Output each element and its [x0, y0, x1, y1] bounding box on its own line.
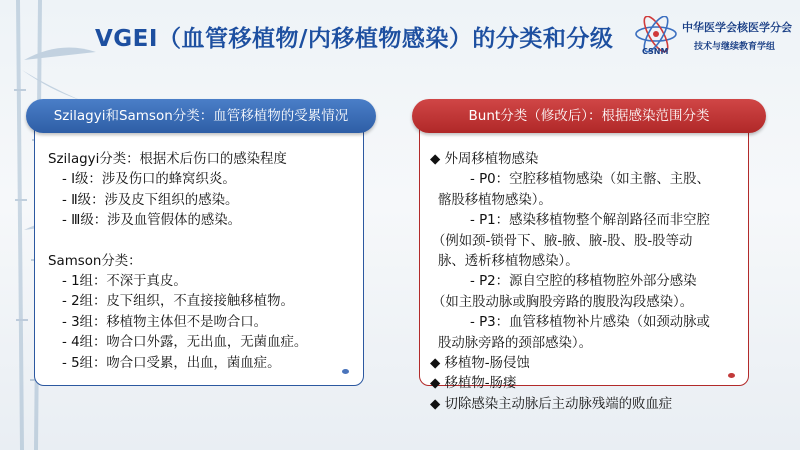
- page-title: VGEI（血管移植物/内移植物感染）的分类和分级: [95, 26, 614, 52]
- logo-org-subname: 技术与继续教育学组: [694, 42, 776, 52]
- bunt-line: ◆ 移植物-肠侵蚀: [430, 356, 530, 372]
- szilagyi-item: - Ⅱ级：涉及皮下组织的感染。: [62, 192, 239, 208]
- bunt-line: ◆ 外周移植物感染: [430, 152, 539, 167]
- szilagyi-item: - Ⅲ级：涉及血管假体的感染。: [62, 213, 242, 229]
- bunt-line: 股动脉旁路的颈部感染）。: [438, 335, 592, 351]
- bunt-line: - P2：源自空腔的移植物腔外部分感染: [470, 274, 697, 290]
- bunt-line: 髂股移植物感染）。: [438, 192, 552, 208]
- left-panel-content: [48, 150, 358, 374]
- bunt-line: - P0：空腔移植物感染（如主髂、主股、: [470, 172, 710, 188]
- samson-item: - 1组：不深于真皮。: [62, 274, 187, 290]
- szilagyi-item: - Ⅰ级：涉及伤口的蜂窝织炎。: [62, 172, 236, 188]
- right-panel-content: [430, 150, 742, 415]
- samson-title: Samson分类：: [48, 253, 142, 269]
- bunt-line: ◆ 切除感染主动脉后主动脉残端的败血症: [430, 396, 673, 412]
- bunt-line: （例如颈-锁骨下、腋-腋、腋-股、股-股等动: [432, 233, 693, 249]
- samson-item: - 4组：吻合口外露，无出血，无菌血症。: [62, 335, 308, 351]
- atom-logo-icon: [632, 16, 680, 56]
- samson-item: - 2组：皮下组织，不直接接触移植物。: [62, 294, 294, 310]
- logo-org-name: 中华医学会核医学分会: [682, 21, 792, 34]
- right-panel-header: Bunt分类（修改后）：根据感染范围分类: [412, 99, 766, 133]
- bunt-line: （如主股动脉或胸股旁路的腹股沟段感染）。: [432, 294, 694, 310]
- decorative-dot: [728, 373, 735, 378]
- left-panel-header: Szilagyi和Samson分类：血管移植物的受累情况: [26, 99, 376, 133]
- csnm-logo: [632, 14, 797, 58]
- samson-item: - 3组：移植物主体但不是吻合口。: [62, 314, 268, 330]
- bunt-line: - P3：血管移植物补片感染（如颈动脉或: [470, 315, 710, 331]
- decorative-dot: [342, 369, 349, 374]
- logo-mark-text: CSNM: [642, 47, 669, 56]
- bunt-line: - P1：感染移植物整个解剖路径而非空腔: [470, 213, 710, 229]
- bunt-line: 脉、透析移植物感染）。: [438, 254, 579, 270]
- samson-item: - 5组：吻合口受累，出血，菌血症。: [62, 355, 281, 371]
- szilagyi-title: Szilagyi分类：根据术后伤口的感染程度: [48, 152, 287, 167]
- bunt-line: ◆ 移植物-肠瘘: [430, 376, 517, 392]
